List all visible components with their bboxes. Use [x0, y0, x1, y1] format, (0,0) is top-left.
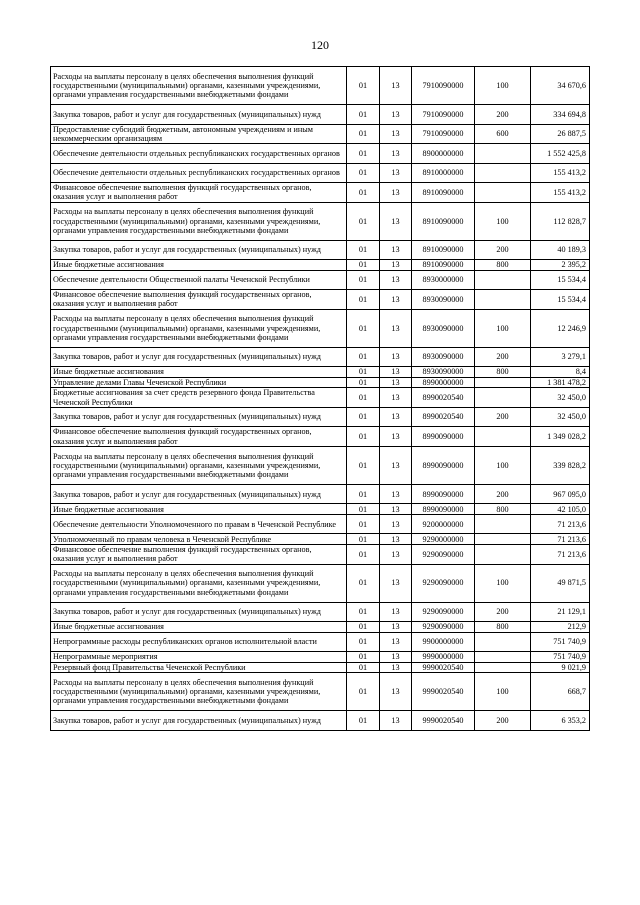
expense-name-cell: Иные бюджетные ассигнования — [51, 622, 347, 633]
expense-name-cell: Непрограммные мероприятия — [51, 652, 347, 663]
section-code-cell: 01 — [347, 367, 380, 378]
target-article-cell: 8990020540 — [412, 407, 475, 427]
expense-name-cell: Финансовое обеспечение выполнения функций государственных органов, оказания услуг и выполнения работ — [51, 544, 347, 564]
expense-name-cell: Финансовое обеспечение выполнения функций государственных органов, оказания услуг и выполнения работ — [51, 427, 347, 447]
target-article-cell: 9290000000 — [412, 534, 475, 545]
section-code-cell: 01 — [347, 347, 380, 367]
expense-name-cell: Иные бюджетные ассигнования — [51, 260, 347, 271]
target-article-cell: 9990020540 — [412, 673, 475, 711]
expense-type-cell: 200 — [475, 407, 531, 427]
section-code-cell: 01 — [347, 202, 380, 240]
section-code-cell: 01 — [347, 632, 380, 652]
expense-type-cell: 100 — [475, 446, 531, 484]
section-code-cell: 01 — [347, 144, 380, 164]
expense-name-cell: Расходы на выплаты персоналу в целях обеспечения выполнения функций государственными (муниципальными) органами, казенными учреждениями, органами управления государственными внебюджетными фондами — [51, 67, 347, 105]
expense-name-cell: Обеспечение деятельности отдельных республиканских государственных органов — [51, 163, 347, 183]
section-code-cell: 01 — [347, 564, 380, 602]
expense-name-cell: Расходы на выплаты персоналу в целях обеспечения выполнения функций государственными (муниципальными) органами, казенными учреждениями, органами управления государственными внебюджетными фондами — [51, 673, 347, 711]
subsection-code-cell: 13 — [380, 632, 412, 652]
section-code-cell: 01 — [347, 504, 380, 515]
table-row — [51, 662, 590, 673]
table-row — [51, 564, 590, 602]
target-article-cell: 9900000000 — [412, 632, 475, 652]
expense-name-cell: Уполномоченный по правам человека в Чеченской Республике — [51, 534, 347, 545]
expense-name-cell: Закупка товаров, работ и услуг для государственных (муниципальных) нужд — [51, 347, 347, 367]
amount-cell: 1 349 028,2 — [531, 427, 590, 447]
subsection-code-cell: 13 — [380, 652, 412, 663]
amount-cell: 32 450,0 — [531, 388, 590, 408]
subsection-code-cell: 13 — [380, 260, 412, 271]
expense-name-cell: Финансовое обеспечение выполнения функций государственных органов, оказания услуг и выполнения работ — [51, 290, 347, 310]
table-row — [51, 602, 590, 622]
expense-name-cell: Финансовое обеспечение выполнения функций государственных органов, оказания услуг и выполнения работ — [51, 183, 347, 203]
table-row — [51, 534, 590, 545]
subsection-code-cell: 13 — [380, 240, 412, 260]
amount-cell: 967 095,0 — [531, 484, 590, 504]
section-code-cell: 01 — [347, 105, 380, 125]
expense-type-cell: 200 — [475, 347, 531, 367]
amount-cell: 6 353,2 — [531, 711, 590, 731]
expense-type-cell — [475, 388, 531, 408]
amount-cell: 1 381 478,2 — [531, 377, 590, 388]
amount-cell: 751 740,9 — [531, 652, 590, 663]
expense-name-cell: Закупка товаров, работ и услуг для государственных (муниципальных) нужд — [51, 240, 347, 260]
table-row — [51, 105, 590, 125]
amount-cell: 3 279,1 — [531, 347, 590, 367]
expense-type-cell: 100 — [475, 673, 531, 711]
amount-cell: 71 213,6 — [531, 514, 590, 534]
target-article-cell: 7910090000 — [412, 105, 475, 125]
target-article-cell: 9290090000 — [412, 602, 475, 622]
subsection-code-cell: 13 — [380, 602, 412, 622]
table-row — [51, 377, 590, 388]
subsection-code-cell: 13 — [380, 347, 412, 367]
target-article-cell: 9990020540 — [412, 711, 475, 731]
table-row — [51, 427, 590, 447]
section-code-cell: 01 — [347, 534, 380, 545]
section-code-cell: 01 — [347, 309, 380, 347]
subsection-code-cell: 13 — [380, 124, 412, 144]
table-row — [51, 367, 590, 378]
amount-cell: 21 129,1 — [531, 602, 590, 622]
section-code-cell: 01 — [347, 240, 380, 260]
expense-type-cell: 800 — [475, 504, 531, 515]
expense-name-cell: Бюджетные ассигнования за счет средств резервного фонда Правительства Чеченской Республики — [51, 388, 347, 408]
target-article-cell: 8990090000 — [412, 446, 475, 484]
subsection-code-cell: 13 — [380, 367, 412, 378]
expense-name-cell: Закупка товаров, работ и услуг для государственных (муниципальных) нужд — [51, 602, 347, 622]
amount-cell: 334 694,8 — [531, 105, 590, 125]
target-article-cell: 8990020540 — [412, 388, 475, 408]
expense-type-cell — [475, 514, 531, 534]
subsection-code-cell: 13 — [380, 504, 412, 515]
subsection-code-cell: 13 — [380, 377, 412, 388]
expense-name-cell: Иные бюджетные ассигнования — [51, 504, 347, 515]
subsection-code-cell: 13 — [380, 622, 412, 633]
expense-name-cell: Закупка товаров, работ и услуг для государственных (муниципальных) нужд — [51, 407, 347, 427]
expense-name-cell: Закупка товаров, работ и услуг для государственных (муниципальных) нужд — [51, 484, 347, 504]
expense-type-cell: 200 — [475, 484, 531, 504]
table-row — [51, 67, 590, 105]
subsection-code-cell: 13 — [380, 544, 412, 564]
target-article-cell: 7910090000 — [412, 67, 475, 105]
expense-type-cell — [475, 270, 531, 290]
subsection-code-cell: 13 — [380, 407, 412, 427]
expense-name-cell: Расходы на выплаты персоналу в целях обеспечения выполнения функций государственными (муниципальными) органами, казенными учреждениями, органами управления государственными внебюджетными фондами — [51, 564, 347, 602]
amount-cell: 15 534,4 — [531, 290, 590, 310]
target-article-cell: 9290090000 — [412, 564, 475, 602]
section-code-cell: 01 — [347, 183, 380, 203]
subsection-code-cell: 13 — [380, 484, 412, 504]
amount-cell: 49 871,5 — [531, 564, 590, 602]
amount-cell: 32 450,0 — [531, 407, 590, 427]
section-code-cell: 01 — [347, 662, 380, 673]
table-row — [51, 673, 590, 711]
section-code-cell: 01 — [347, 427, 380, 447]
table-row — [51, 514, 590, 534]
expense-name-cell: Иные бюджетные ассигнования — [51, 367, 347, 378]
amount-cell: 34 670,6 — [531, 67, 590, 105]
expense-type-cell: 100 — [475, 202, 531, 240]
expense-name-cell: Непрограммные расходы республиканских органов исполнительной власти — [51, 632, 347, 652]
section-code-cell: 01 — [347, 388, 380, 408]
section-code-cell: 01 — [347, 163, 380, 183]
subsection-code-cell: 13 — [380, 270, 412, 290]
table-row — [51, 388, 590, 408]
expense-type-cell: 200 — [475, 240, 531, 260]
section-code-cell: 01 — [347, 544, 380, 564]
expense-type-cell: 200 — [475, 105, 531, 125]
table-row — [51, 544, 590, 564]
subsection-code-cell: 13 — [380, 514, 412, 534]
expense-name-cell: Управление делами Главы Чеченской Республики — [51, 377, 347, 388]
amount-cell: 1 552 425,8 — [531, 144, 590, 164]
expense-type-cell: 800 — [475, 367, 531, 378]
table-row — [51, 270, 590, 290]
target-article-cell: 7910090000 — [412, 124, 475, 144]
amount-cell: 668,7 — [531, 673, 590, 711]
subsection-code-cell: 13 — [380, 446, 412, 484]
target-article-cell: 8990090000 — [412, 427, 475, 447]
section-code-cell: 01 — [347, 260, 380, 271]
table-row — [51, 163, 590, 183]
expense-name-cell: Обеспечение деятельности Уполномоченного по правам в Чеченской Республике — [51, 514, 347, 534]
table-row — [51, 446, 590, 484]
table-row — [51, 484, 590, 504]
expense-name-cell: Обеспечение деятельности Общественной палаты Чеченской Республики — [51, 270, 347, 290]
target-article-cell: 8930090000 — [412, 347, 475, 367]
subsection-code-cell: 13 — [380, 711, 412, 731]
subsection-code-cell: 13 — [380, 534, 412, 545]
target-article-cell: 8990090000 — [412, 504, 475, 515]
subsection-code-cell: 13 — [380, 105, 412, 125]
section-code-cell: 01 — [347, 514, 380, 534]
expense-type-cell — [475, 144, 531, 164]
table-row — [51, 632, 590, 652]
amount-cell: 40 189,3 — [531, 240, 590, 260]
expense-type-cell — [475, 544, 531, 564]
table-row — [51, 124, 590, 144]
section-code-cell: 01 — [347, 711, 380, 731]
expense-type-cell: 800 — [475, 622, 531, 633]
section-code-cell: 01 — [347, 484, 380, 504]
section-code-cell: 01 — [347, 446, 380, 484]
table-row — [51, 309, 590, 347]
target-article-cell: 8910090000 — [412, 240, 475, 260]
table-row — [51, 183, 590, 203]
target-article-cell: 9290090000 — [412, 622, 475, 633]
target-article-cell: 8910000000 — [412, 163, 475, 183]
target-article-cell: 9990000000 — [412, 652, 475, 663]
table-row — [51, 290, 590, 310]
section-code-cell: 01 — [347, 622, 380, 633]
expense-type-cell: 200 — [475, 602, 531, 622]
expense-type-cell: 100 — [475, 309, 531, 347]
expense-type-cell — [475, 377, 531, 388]
table-row — [51, 202, 590, 240]
expense-name-cell: Предоставление субсидий бюджетным, автономным учреждениям и иным некоммерческим организациям — [51, 124, 347, 144]
expense-type-cell: 100 — [475, 67, 531, 105]
target-article-cell: 8930000000 — [412, 270, 475, 290]
amount-cell: 2 395,2 — [531, 260, 590, 271]
table-row — [51, 622, 590, 633]
section-code-cell: 01 — [347, 67, 380, 105]
table-row — [51, 240, 590, 260]
target-article-cell: 8990000000 — [412, 377, 475, 388]
expense-type-cell — [475, 427, 531, 447]
expense-type-cell — [475, 183, 531, 203]
expense-type-cell — [475, 632, 531, 652]
subsection-code-cell: 13 — [380, 144, 412, 164]
table-row — [51, 407, 590, 427]
table-row — [51, 504, 590, 515]
table-row — [51, 711, 590, 731]
target-article-cell: 8930090000 — [412, 290, 475, 310]
section-code-cell: 01 — [347, 290, 380, 310]
table-row — [51, 260, 590, 271]
expense-name-cell: Обеспечение деятельности отдельных республиканских государственных органов — [51, 144, 347, 164]
section-code-cell: 01 — [347, 602, 380, 622]
target-article-cell: 8990090000 — [412, 484, 475, 504]
target-article-cell: 9990020540 — [412, 662, 475, 673]
target-article-cell: 9290090000 — [412, 544, 475, 564]
section-code-cell: 01 — [347, 124, 380, 144]
expense-type-cell: 200 — [475, 711, 531, 731]
amount-cell: 155 413,2 — [531, 183, 590, 203]
table-row — [51, 144, 590, 164]
expense-name-cell: Расходы на выплаты персоналу в целях обеспечения выполнения функций государственными (муниципальными) органами, казенными учреждениями, органами управления государственными внебюджетными фондами — [51, 202, 347, 240]
amount-cell: 212,9 — [531, 622, 590, 633]
expense-type-cell — [475, 662, 531, 673]
amount-cell: 751 740,9 — [531, 632, 590, 652]
expense-type-cell: 600 — [475, 124, 531, 144]
amount-cell: 12 246,9 — [531, 309, 590, 347]
amount-cell: 26 887,5 — [531, 124, 590, 144]
expense-name-cell: Закупка товаров, работ и услуг для государственных (муниципальных) нужд — [51, 711, 347, 731]
subsection-code-cell: 13 — [380, 163, 412, 183]
subsection-code-cell: 13 — [380, 427, 412, 447]
expense-type-cell — [475, 163, 531, 183]
section-code-cell: 01 — [347, 652, 380, 663]
table-row — [51, 652, 590, 663]
amount-cell: 155 413,2 — [531, 163, 590, 183]
amount-cell: 71 213,6 — [531, 544, 590, 564]
amount-cell: 9 021,9 — [531, 662, 590, 673]
target-article-cell: 8900000000 — [412, 144, 475, 164]
subsection-code-cell: 13 — [380, 67, 412, 105]
target-article-cell: 8910090000 — [412, 260, 475, 271]
subsection-code-cell: 13 — [380, 388, 412, 408]
expense-type-cell — [475, 652, 531, 663]
page-number: 120 — [311, 38, 329, 52]
section-code-cell: 01 — [347, 407, 380, 427]
amount-cell: 42 105,0 — [531, 504, 590, 515]
subsection-code-cell: 13 — [380, 290, 412, 310]
amount-cell: 112 828,7 — [531, 202, 590, 240]
subsection-code-cell: 13 — [380, 673, 412, 711]
subsection-code-cell: 13 — [380, 183, 412, 203]
expense-type-cell — [475, 290, 531, 310]
subsection-code-cell: 13 — [380, 564, 412, 602]
table-row — [51, 347, 590, 367]
amount-cell: 339 828,2 — [531, 446, 590, 484]
target-article-cell: 9200000000 — [412, 514, 475, 534]
budget-table — [50, 66, 590, 731]
target-article-cell: 8930090000 — [412, 367, 475, 378]
expense-name-cell: Резервный фонд Правительства Чеченской Республики — [51, 662, 347, 673]
amount-cell: 15 534,4 — [531, 270, 590, 290]
expense-type-cell — [475, 534, 531, 545]
section-code-cell: 01 — [347, 377, 380, 388]
section-code-cell: 01 — [347, 270, 380, 290]
subsection-code-cell: 13 — [380, 309, 412, 347]
amount-cell: 71 213,6 — [531, 534, 590, 545]
expense-name-cell: Расходы на выплаты персоналу в целях обеспечения выполнения функций государственными (муниципальными) органами, казенными учреждениями, органами управления государственными внебюджетными фондами — [51, 446, 347, 484]
target-article-cell: 8910090000 — [412, 202, 475, 240]
subsection-code-cell: 13 — [380, 662, 412, 673]
expense-name-cell: Расходы на выплаты персоналу в целях обеспечения выполнения функций государственными (муниципальными) органами, казенными учреждениями, органами управления государственными внебюджетными фондами — [51, 309, 347, 347]
expense-type-cell: 800 — [475, 260, 531, 271]
budget-table-body — [51, 67, 590, 731]
expense-type-cell: 100 — [475, 564, 531, 602]
target-article-cell: 8930090000 — [412, 309, 475, 347]
amount-cell: 8,4 — [531, 367, 590, 378]
expense-name-cell: Закупка товаров, работ и услуг для государственных (муниципальных) нужд — [51, 105, 347, 125]
section-code-cell: 01 — [347, 673, 380, 711]
target-article-cell: 8910090000 — [412, 183, 475, 203]
subsection-code-cell: 13 — [380, 202, 412, 240]
